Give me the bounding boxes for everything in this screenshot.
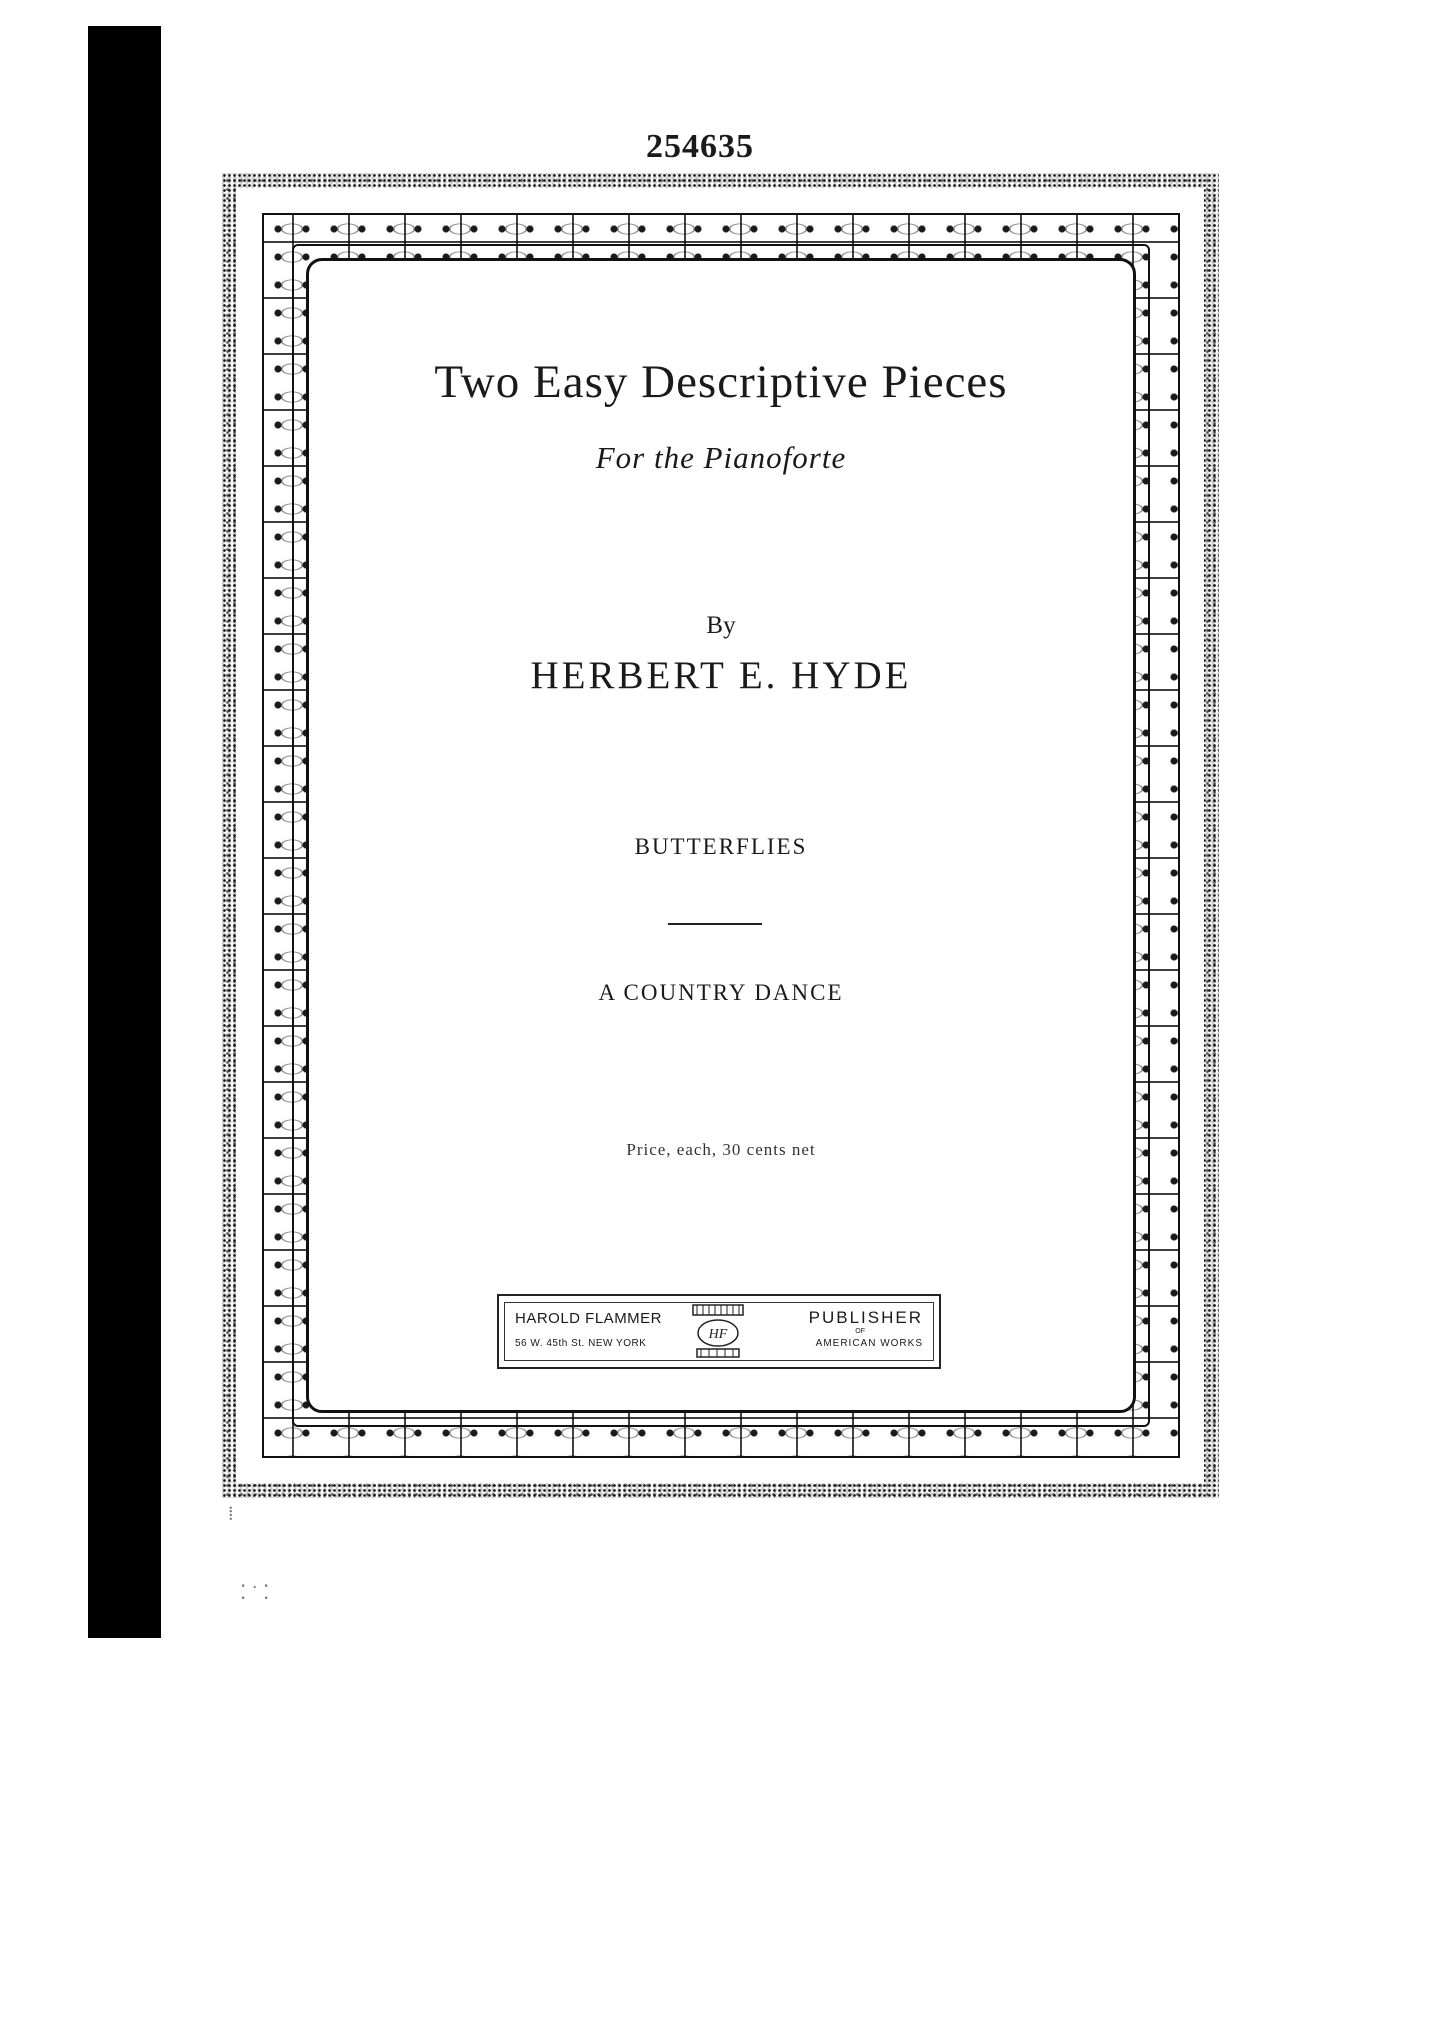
scan-mark: ⁞ (228, 1503, 234, 1525)
publisher-role: PUBLISHER (808, 1308, 923, 1327)
divider (668, 923, 762, 925)
composer-name: HERBERT E. HYDE (530, 654, 912, 697)
by-label: By (706, 612, 736, 639)
price-note: Price, each, 30 cents net (626, 1140, 816, 1159)
publisher-of-label: OF (855, 1328, 865, 1335)
piece-title-butterflies: BUTTERFLIES (634, 834, 808, 859)
scan-edge-bar (88, 26, 161, 1638)
scan-mark: ⁚ ˙ ⁚ (240, 1582, 270, 1604)
piece-title-country-dance: A COUNTRY DANCE (598, 980, 844, 1005)
catalog-number: 254635 (646, 128, 754, 165)
page-title: Two Easy Descriptive Pieces (434, 356, 1008, 408)
publisher-monogram-icon (683, 1301, 753, 1363)
subtitle: For the Pianoforte (595, 440, 847, 475)
publisher-address: 56 W. 45th St. NEW YORK (515, 1338, 647, 1349)
publisher-works: AMERICAN WORKS (815, 1338, 923, 1349)
publisher-imprint (497, 1294, 941, 1369)
svg-text:HF: HF (708, 1327, 728, 1342)
publisher-name: HAROLD FLAMMER (515, 1310, 663, 1327)
